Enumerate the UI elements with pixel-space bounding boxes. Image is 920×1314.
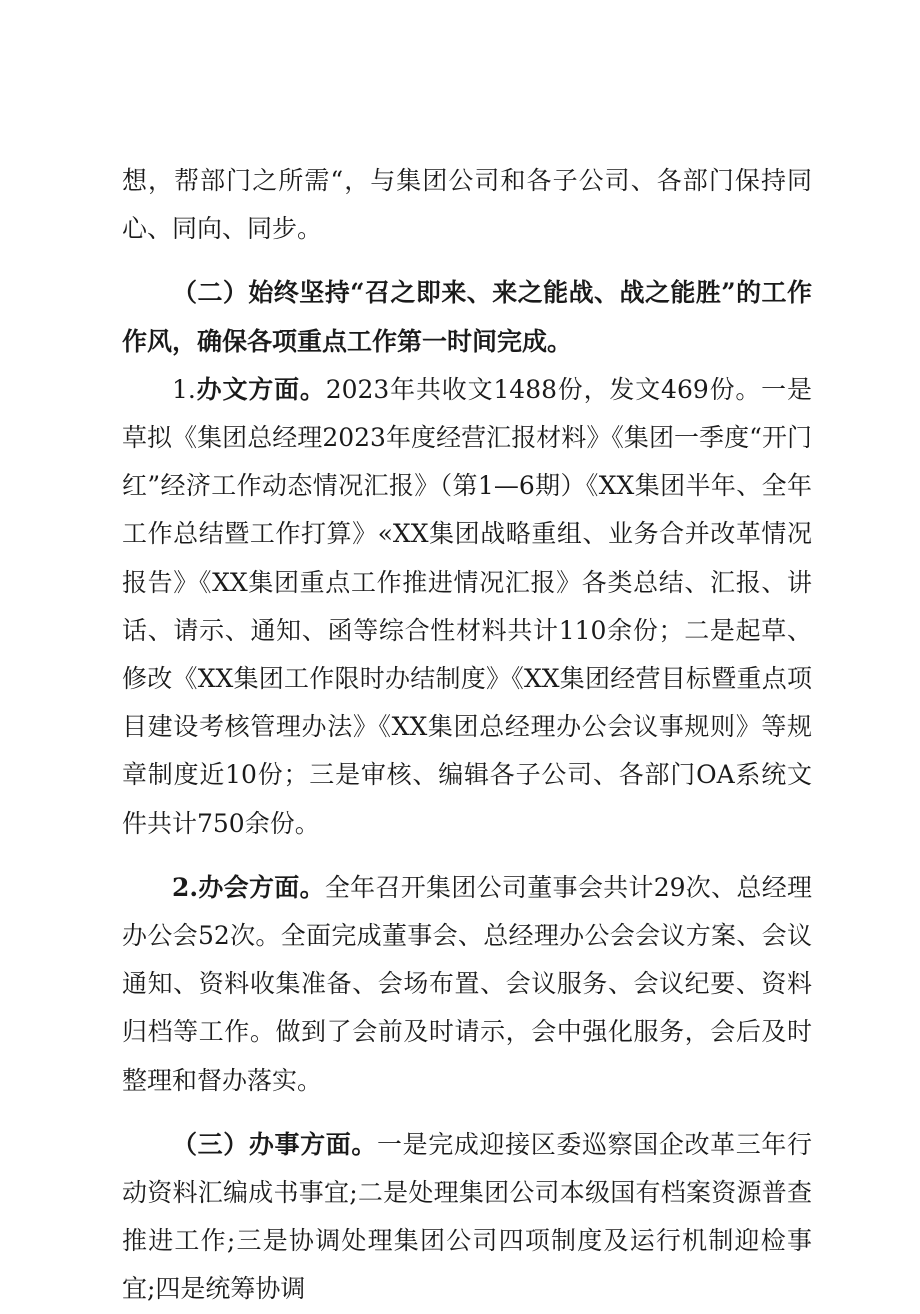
section-heading-text: （二）始终坚持“召之即来、来之能战、战之能胜”的工作作风，确保各项重点工作第一时间完成。 (122, 278, 812, 356)
paragraph-lead: 办文方面。 (195, 374, 326, 404)
item-number: 1. (172, 374, 196, 404)
paragraph-text: 2023年共收文1488份，发文469份。一是草拟《集团总经理2023年度经营汇报材料》《集团一季度“开门红”经济工作动态情况汇报》（第1—6期）《XX集团半年、全年工作总结暨工作打算》«XX集团战略重组、业务合并改革情况报告》《XX集团重点工作推进情况汇报》各类总结、汇报、讲话、请示、通知、函等综合性材料共计110余份；二是起草、修改《XX集团工作限时办结制度》《XX集团经营目标暨重点项目建设考核管理办法》《XX集团总经理办公会议事规则》等规章制度近10份；三是审核、编辑各子公司、各部门OA系统文件共计750余份。 (122, 374, 812, 838)
paragraph-lead: 2.办会方面。 (172, 872, 325, 902)
section-heading-2 (122, 269, 812, 365)
paragraph-text: 全年召开集团公司董事会共计29次、总经理办公会52次。全面完成董事会、总经理办公会会议方案、会议通知、资料收集准备、会场布置、会议服务、会议纪要、资料归档等工作。做到了会前及时请示，会中强化服务，会后及时整理和督办落实。 (122, 872, 812, 1095)
paragraph-text: 想，帮部门之所需“，与集团公司和各子公司、各部门保持同心、同向、同步。 (122, 166, 812, 244)
paragraph-document-handling (122, 366, 812, 848)
paragraph-meeting-handling (122, 864, 812, 1105)
paragraph-continuation (122, 157, 812, 253)
paragraph-text: 一是完成迎接区委巡察国企改革三年行动资料汇编成书事宜;二是处理集团公司本级国有档案资源普查推进工作;三是协调处理集团公司四项制度及运行机制迎检事宜;四是统筹协调 (122, 1129, 812, 1304)
paragraph-lead: （三）办事方面。 (172, 1129, 377, 1159)
document-body (122, 157, 812, 1314)
paragraph-affairs-handling (122, 1121, 812, 1314)
